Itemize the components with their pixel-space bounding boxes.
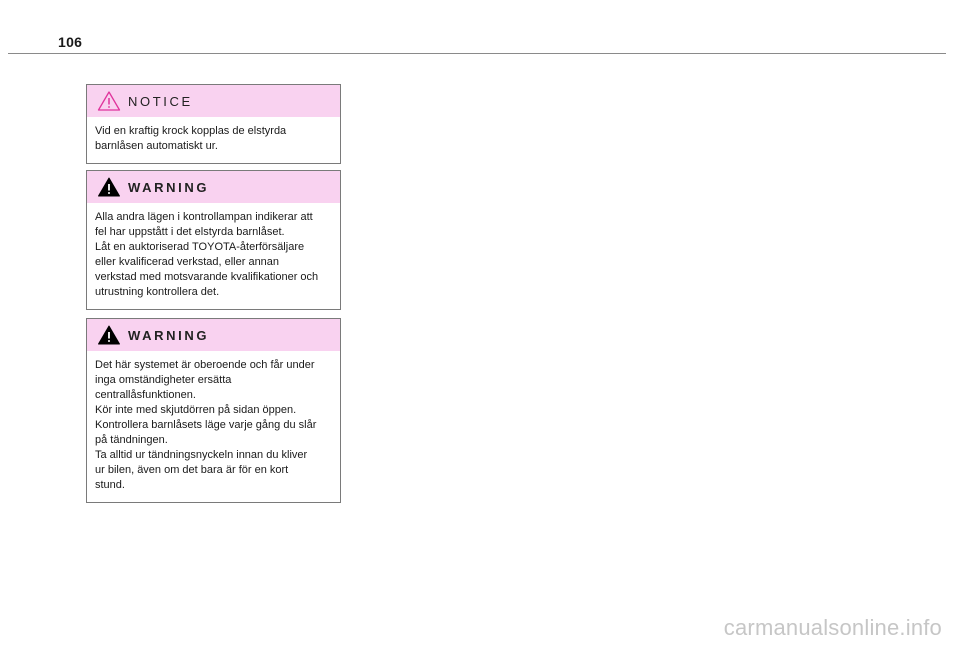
warning-triangle-filled-icon — [97, 324, 121, 346]
page-number: 106 — [58, 34, 83, 50]
warning-text-1: Alla andra lägen i kontrollampan indikerar att fel har uppstått i det elstyrda barnlåset. Låt en auktoriserad TOYOTA-återförsäljare eller kvalificerad verkstad, eller annan verkstad med motsvarande kvalifikationer och utrustning kontrollera det. — [95, 211, 319, 298]
notice-box — [86, 84, 341, 164]
notice-title: NOTICE — [128, 94, 193, 109]
warning-body-1 — [87, 203, 340, 309]
warning-body-2 — [87, 351, 340, 502]
warning-box-2 — [86, 318, 341, 503]
warning-box-1 — [86, 170, 341, 310]
warning-title-2: WARNING — [128, 328, 210, 343]
warning-triangle-filled-icon — [97, 176, 121, 198]
warning-title-1: WARNING — [128, 180, 210, 195]
warning-header-1 — [87, 171, 340, 203]
warning-text-2: Det här systemet är oberoende och får under inga omständigheter ersätta centrallåsfunktionen. Kör inte med skjutdörren på sidan öppen. Kontrollera barnlåsets läge varje gång du slår på tändningen. Ta alltid ur tändningsnyckeln innan du kliver ur bilen, även om det bara är för en kort stund. — [95, 359, 317, 491]
watermark: carmanualsonline.info — [723, 615, 942, 640]
notice-body — [87, 117, 340, 163]
header-divider — [8, 53, 946, 54]
notice-text: Vid en kraftig krock kopplas de elstyrda barnlåsen automatiskt ur. — [95, 125, 287, 152]
warning-header-2 — [87, 319, 340, 351]
warning-triangle-outline-icon — [97, 90, 121, 112]
notice-header — [87, 85, 340, 117]
